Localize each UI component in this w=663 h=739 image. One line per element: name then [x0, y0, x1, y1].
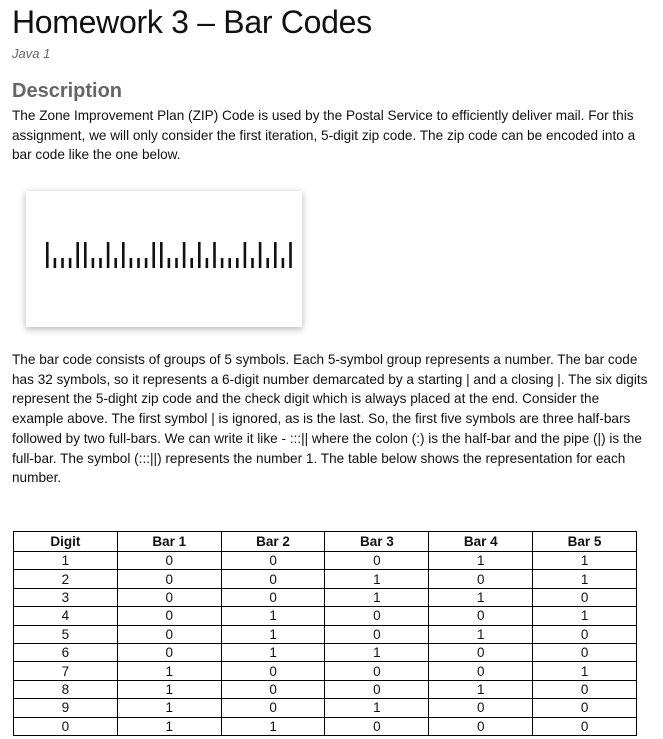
half-bar: [266, 258, 269, 268]
column-header: Bar 4: [429, 532, 533, 552]
bar-cell: 0: [221, 588, 325, 606]
bar-cell: 0: [325, 680, 429, 698]
bar-cell: 1: [117, 699, 221, 717]
bar-cell: 0: [117, 643, 221, 661]
digit-cell: 2: [14, 570, 118, 588]
half-bar: [206, 258, 209, 268]
table-row: [14, 588, 637, 606]
full-bar: [160, 242, 163, 268]
bar-cell: 1: [221, 643, 325, 661]
digit-cell: 5: [14, 625, 118, 643]
bar-cell: 1: [429, 552, 533, 570]
description-heading: Description: [12, 80, 123, 102]
half-bar: [168, 258, 171, 268]
bar-cell: 0: [221, 680, 325, 698]
bar-cell: 1: [533, 570, 637, 588]
bar-cell: 0: [429, 717, 533, 735]
digit-cell: 7: [14, 662, 118, 680]
full-bar: [289, 242, 292, 268]
bar-cell: 1: [221, 625, 325, 643]
bar-cell: 1: [533, 662, 637, 680]
bar-cell: 0: [533, 699, 637, 717]
half-bar: [175, 258, 178, 268]
bar-cell: 0: [117, 607, 221, 625]
bar-cell: 0: [221, 699, 325, 717]
table-header-row: [14, 532, 637, 552]
bar-cell: 0: [533, 717, 637, 735]
bar-cell: 0: [429, 699, 533, 717]
digit-cell: 9: [14, 699, 118, 717]
half-bar: [251, 258, 254, 268]
bar-cell: 1: [221, 607, 325, 625]
bar-cell: 1: [117, 680, 221, 698]
half-bar: [190, 258, 193, 268]
digit-cell: 1: [14, 552, 118, 570]
bar-cell: 1: [429, 625, 533, 643]
bar-cell: 1: [533, 552, 637, 570]
column-header: Bar 1: [117, 532, 221, 552]
bar-cell: 1: [221, 717, 325, 735]
bar-cell: 0: [325, 625, 429, 643]
bar-cell: 1: [117, 662, 221, 680]
full-bar: [198, 242, 201, 268]
bar-cell: 1: [533, 607, 637, 625]
bar-cell: 0: [429, 570, 533, 588]
barcode-image: [26, 191, 302, 327]
bar-cell: 0: [325, 552, 429, 570]
full-bar: [259, 242, 262, 268]
half-bar: [137, 258, 140, 268]
full-bar: [274, 242, 277, 268]
half-bar: [228, 258, 231, 268]
column-header: Digit: [14, 532, 118, 552]
table-row: [14, 662, 637, 680]
full-bar: [183, 242, 186, 268]
bar-cell: 1: [325, 699, 429, 717]
bar-cell: 1: [325, 643, 429, 661]
bar-cell: 0: [117, 570, 221, 588]
full-bar: [213, 242, 216, 268]
full-bar: [76, 242, 79, 268]
bar-cell: 0: [533, 643, 637, 661]
bar-cell: 0: [221, 570, 325, 588]
column-header: Bar 5: [533, 532, 637, 552]
description-paragraph-1: The Zone Improvement Plan (ZIP) Code is used by the Postal Service to efficiently deliver mail. For this assignment, we will only consider the first iteration, 5-digit zip code. The zip code can be encoded into a bar code like the one below.: [12, 108, 636, 163]
bar-cell: 0: [325, 717, 429, 735]
bar-cell: 0: [533, 625, 637, 643]
digit-cell: 3: [14, 588, 118, 606]
table-row: [14, 552, 637, 570]
half-bar: [99, 258, 102, 268]
half-bar: [92, 258, 95, 268]
digit-cell: 8: [14, 680, 118, 698]
full-bar: [122, 242, 125, 268]
bar-cell: 1: [325, 588, 429, 606]
half-bar: [221, 258, 224, 268]
half-bar: [236, 258, 239, 268]
bar-cell: 0: [117, 552, 221, 570]
bar-cell: 0: [325, 607, 429, 625]
table-row: [14, 625, 637, 643]
bar-cell: 0: [221, 662, 325, 680]
half-bar: [145, 258, 148, 268]
bar-cell: 0: [325, 662, 429, 680]
barcode-figure: [26, 191, 302, 327]
table-row: [14, 680, 637, 698]
page-title: Homework 3 – Bar Codes: [12, 4, 372, 40]
half-bar: [54, 258, 57, 268]
bar-cell: 0: [533, 588, 637, 606]
full-bar: [84, 242, 87, 268]
bar-cell: 1: [429, 680, 533, 698]
bar-cell: 1: [325, 570, 429, 588]
course-subtitle: Java 1: [12, 46, 51, 61]
table-row: [14, 607, 637, 625]
half-bar: [130, 258, 133, 268]
bar-cell: 0: [117, 588, 221, 606]
bar-cell: 0: [221, 552, 325, 570]
half-bar: [61, 258, 64, 268]
table-row: [14, 643, 637, 661]
full-bar: [46, 242, 49, 268]
bar-cell: 0: [429, 662, 533, 680]
bar-cell: 0: [533, 680, 637, 698]
bar-cell: 1: [429, 588, 533, 606]
table-row: [14, 570, 637, 588]
half-bar: [69, 258, 72, 268]
bar-cell: 0: [117, 625, 221, 643]
half-bar: [282, 258, 285, 268]
column-header: Bar 2: [221, 532, 325, 552]
bar-cell: 0: [429, 607, 533, 625]
full-bar: [152, 242, 155, 268]
digit-cell: 0: [14, 717, 118, 735]
digit-cell: 6: [14, 643, 118, 661]
table-row: [14, 699, 637, 717]
digit-encoding-table: [13, 531, 637, 736]
description-paragraph-2: The bar code consists of groups of 5 symbols. Each 5-symbol group represents a number. The bar code has 32 symbols, so it represents a 6-digit number demarcated by a starting | and a closing |. The six digits represent the 5-dight zip code and the check digit which is always placed at the end. Consider the example above. The first symbol | is ignored, as is the last. So, the first five symbols are three half-bars followed by two full-bars. We can write it like - :::|| where the colon (:) is the half-bar and the pipe (|) is the full-bar. The symbol (:::||) represents the number 1. The table below shows the representation for each number.: [12, 352, 648, 486]
bar-cell: 1: [117, 717, 221, 735]
full-bar: [244, 242, 247, 268]
bar-cell: 0: [429, 643, 533, 661]
digit-cell: 4: [14, 607, 118, 625]
full-bar: [107, 242, 110, 268]
table-row: [14, 717, 637, 735]
half-bar: [114, 258, 117, 268]
column-header: Bar 3: [325, 532, 429, 552]
